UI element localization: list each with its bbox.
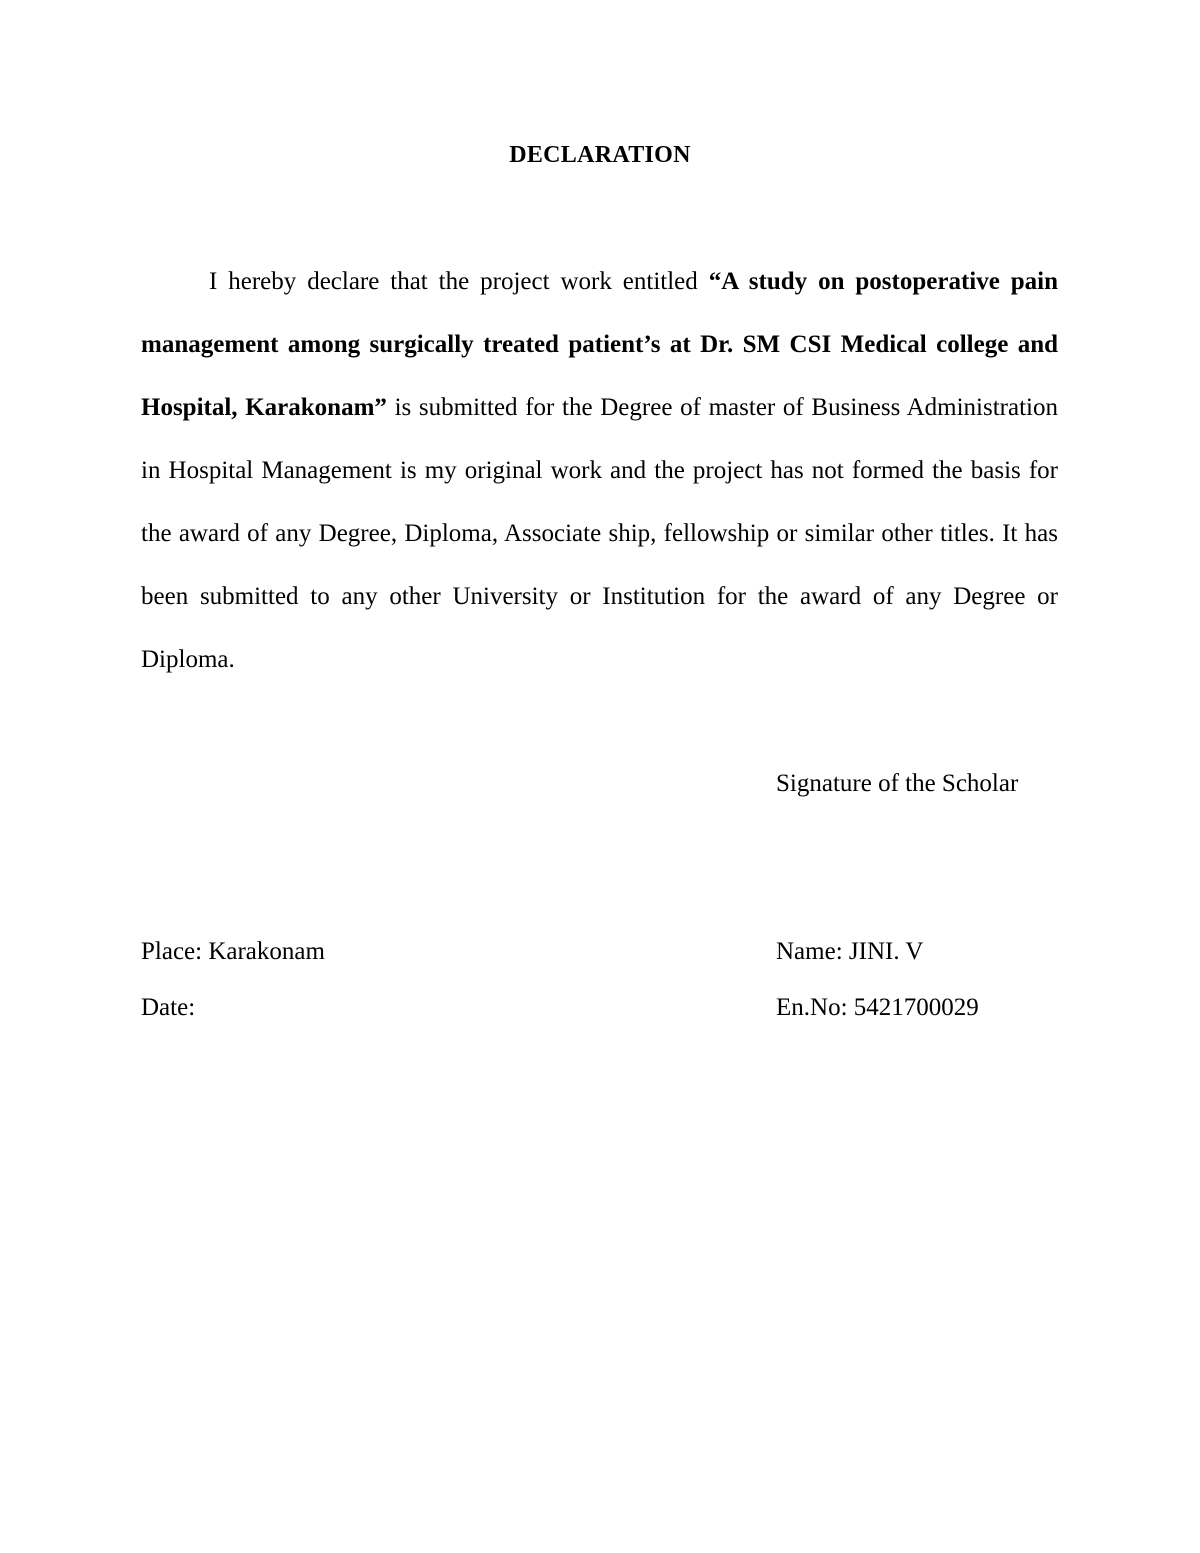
name-field: Name: JINI. V xyxy=(776,938,924,965)
enrollment-number-field: En.No: 5421700029 xyxy=(776,994,979,1021)
date-field: Date: xyxy=(141,994,196,1021)
declaration-body-text: is submitted for the Degree of master of Business Administration in Hospital Management is my original work and the project has not formed the basis for the award of any Degree, Diploma, Associate ship, fellowship or similar other titles. It has been submitted to any other University or Institution for the award of any Degree or Diploma. xyxy=(141,394,1058,673)
project-title-text: “A study on postoperative pain management among surgically treated patient’s at Dr. SM CSI Medical college and Hospital, Karakonam” xyxy=(141,268,1058,421)
declaration-paragraph xyxy=(141,250,1058,691)
signature-label: Signature of the Scholar xyxy=(776,770,1019,797)
page-title: DECLARATION xyxy=(509,142,691,168)
declaration-intro-text: I hereby declare that the project work entitled xyxy=(209,268,709,295)
place-field: Place: Karakonam xyxy=(141,938,325,965)
